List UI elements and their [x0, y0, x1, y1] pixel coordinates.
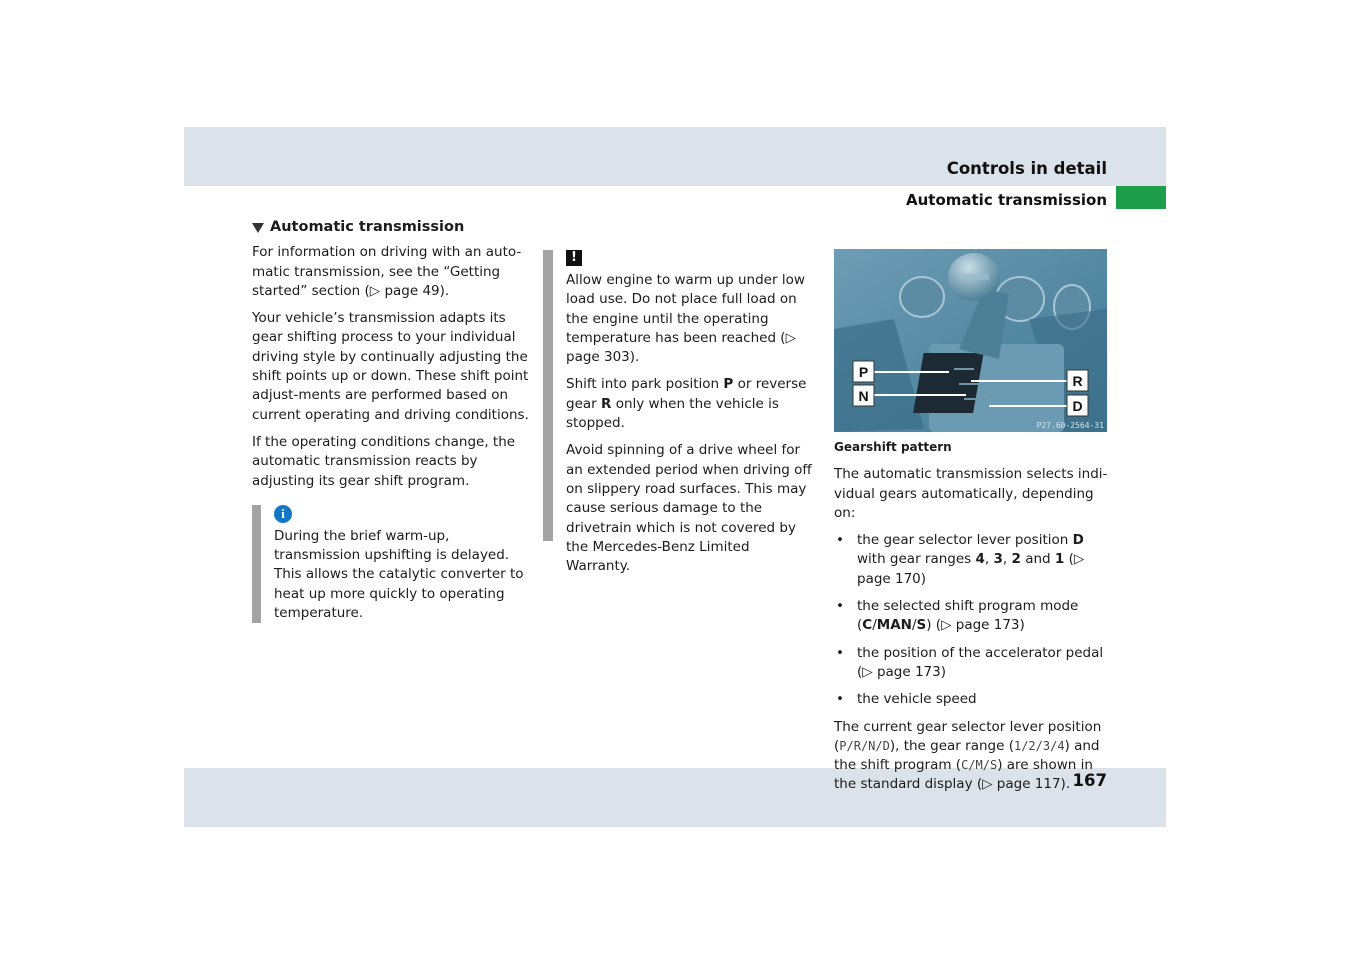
- warning-paragraph: Avoid spinning of a drive wheel for an extended period when driving off on slippery road surfaces. This may cause serious damage to the drivetrain which is not covered by the Mercedes-Benz Limited Warranty.: [566, 442, 812, 575]
- section-heading: [252, 218, 530, 237]
- list-item: • the position of the accelerator pedal (▷ page 173): [836, 644, 1104, 680]
- bullet-icon: •: [836, 598, 844, 615]
- section-title: Automatic transmission: [906, 191, 1107, 209]
- gearshift-photo: [834, 249, 1107, 432]
- page-number: 167: [1072, 771, 1107, 790]
- label-r: R: [1072, 373, 1083, 389]
- list-item: • the selected shift program mode (C/MAN/S) (▷ page 173): [836, 598, 1079, 634]
- warning-paragraph: Allow engine to warm up under low load use. Do not place full load on the engine until the operating temperature has been reached (▷ page 303).: [566, 272, 805, 366]
- bullet-list: [834, 531, 1110, 709]
- info-icon: i: [274, 505, 292, 523]
- bullet-icon: •: [836, 691, 844, 708]
- bullet-icon: •: [836, 644, 844, 661]
- list-item: • the gear selector lever position D with gear ranges 4, 3, 2 and 1 (▷ page 170): [836, 532, 1085, 587]
- note-bar: [252, 505, 261, 623]
- paragraph: The current gear selector lever position (P/R/N/D), the gear range (1/2/3/4) and the shift program (C/M/S) are shown in the standard display (▷ page 117).: [834, 718, 1102, 793]
- warning-paragraph: Shift into park position P or reverse gear R only when the vehicle is stopped.: [566, 376, 807, 432]
- paragraph: For information on driving with an auto-matic transmission, see the “Getting started” section (▷ page 49).: [252, 244, 522, 299]
- section-tab-marker: [1116, 186, 1166, 209]
- section-heading-text: Automatic transmission: [270, 219, 465, 235]
- warning-bar: [543, 250, 553, 541]
- image-code: P27.60-2564-31: [1036, 421, 1104, 430]
- info-note-text: During the brief warm-up, transmission upshifting is delayed. This allows the catalytic converter to heat up more quickly to operating temperature.: [274, 527, 524, 622]
- list-item: • the vehicle speed: [834, 690, 1110, 709]
- column-middle: [566, 246, 816, 584]
- warning-icon: !: [566, 250, 582, 266]
- triangle-down-icon: [252, 223, 264, 233]
- paragraph: Your vehicle’s transmission adapts its gear shifting process to your individual driving style by continually adjusting the shift points up or down. These shift point adjust-ments are performed based on current operating and driving conditions.: [252, 310, 529, 423]
- label-p: P: [858, 364, 869, 380]
- column-right: [834, 249, 1110, 803]
- paragraph: The automatic transmission selects indi-vidual gears automatically, depending on:: [834, 466, 1108, 521]
- info-note: [252, 505, 530, 623]
- column-left: [252, 218, 530, 623]
- bullet-icon: •: [836, 532, 844, 549]
- chapter-title: Controls in detail: [946, 159, 1107, 178]
- label-n: N: [858, 388, 869, 404]
- label-d: D: [1072, 398, 1083, 414]
- gearshift-illustration: [834, 249, 1107, 432]
- figure-caption: Gearshift pattern: [834, 440, 952, 454]
- paragraph: If the operating conditions change, the automatic transmission reacts by adjusting its gear shift program.: [252, 433, 516, 489]
